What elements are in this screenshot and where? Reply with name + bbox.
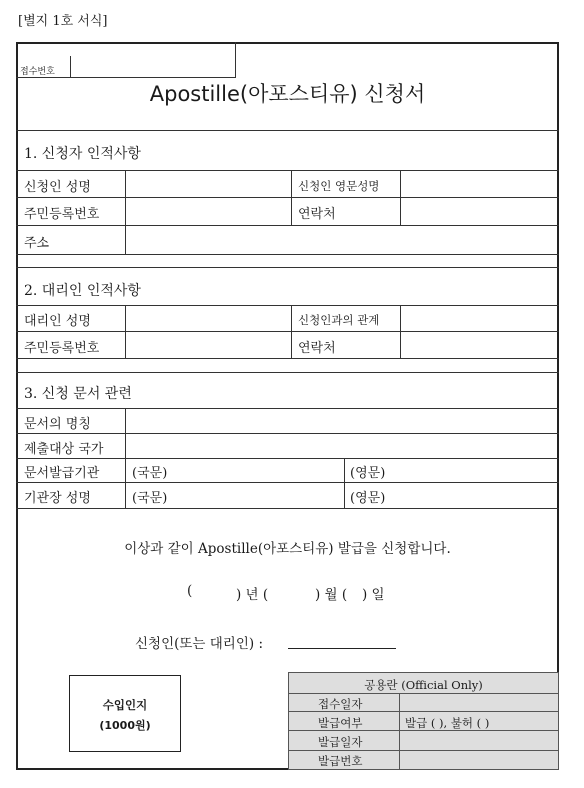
divider	[16, 458, 559, 459]
applicant-contact-field[interactable]	[401, 198, 558, 224]
divider	[16, 254, 559, 255]
head-english-field[interactable]: (영문)	[350, 491, 386, 506]
divider	[291, 305, 292, 358]
section1-heading: 1. 신청자 인적사항	[24, 146, 141, 162]
receipt-divider	[70, 56, 71, 78]
document-name-label: 문서의 명칭	[24, 417, 91, 432]
applicant-english-name-label: 신청인 영문성명	[298, 179, 380, 193]
divider	[16, 482, 559, 483]
applicant-address-field[interactable]	[126, 226, 558, 253]
agent-contact-field[interactable]	[401, 332, 558, 357]
official-receipt-date-label: 접수일자	[318, 697, 363, 711]
form-number-label: [별지 1호 서식]	[18, 14, 108, 29]
revenue-stamp-title: 수입인지	[102, 698, 148, 712]
official-issue-options: 발급 ( ), 불허 ( )	[405, 716, 490, 730]
section2-heading: 2. 대리인 인적사항	[24, 283, 141, 299]
date-year: ) 년 (	[236, 587, 269, 603]
date-month: ) 월 (	[315, 587, 348, 603]
issuer-label: 문서발급기관	[24, 466, 100, 481]
applicant-contact-label: 연락처	[298, 207, 336, 222]
applicant-reg-no-label: 주민등록번호	[24, 207, 100, 222]
applicant-name-field[interactable]	[126, 171, 290, 196]
agent-name-field[interactable]	[126, 306, 290, 330]
head-korean-field[interactable]: (국문)	[132, 491, 168, 506]
section3-heading: 3. 신청 문서 관련	[24, 386, 132, 402]
divider	[16, 130, 559, 131]
receipt-number-label: 접수번호	[20, 67, 55, 77]
divider	[399, 693, 400, 770]
head-name-label: 기관장 성명	[24, 491, 91, 506]
date-open: (	[187, 583, 193, 599]
signature-label: 신청인(또는 대리인) :	[135, 636, 263, 652]
official-issue-number-label: 발급번호	[318, 754, 363, 768]
agent-relation-label: 신청인과의 관계	[298, 313, 380, 327]
divider	[16, 372, 559, 373]
applicant-name-label: 신청인 성명	[24, 180, 91, 195]
official-issue-date-label: 발급일자	[318, 735, 363, 749]
declaration-text: 이상과 같이 Apostille(아포스티유) 발급을 신청합니다.	[124, 541, 451, 557]
agent-reg-no-field[interactable]	[126, 332, 290, 357]
agent-name-label: 대리인 성명	[24, 314, 91, 329]
revenue-stamp-amount: (1000원)	[99, 719, 151, 732]
applicant-english-name-field[interactable]	[401, 171, 558, 196]
agent-contact-label: 연락처	[298, 341, 336, 356]
official-issue-status-label: 발급여부	[318, 716, 363, 730]
document-name-field[interactable]	[126, 409, 558, 432]
divider	[288, 750, 559, 751]
agent-reg-no-label: 주민등록번호	[24, 341, 100, 356]
form-title: Apostille(아포스티유) 신청서	[149, 82, 426, 106]
applicant-address-label: 주소	[24, 236, 50, 251]
date-day: ) 일	[362, 587, 385, 603]
divider	[16, 358, 559, 359]
divider	[344, 458, 345, 508]
divider	[291, 170, 292, 225]
signature-line[interactable]	[288, 648, 396, 649]
revenue-stamp-box	[69, 675, 181, 752]
issuer-english-field[interactable]: (영문)	[350, 466, 386, 481]
issuer-korean-field[interactable]: (국문)	[132, 466, 168, 481]
agent-relation-field[interactable]	[401, 306, 558, 330]
target-country-label: 제출대상 국가	[24, 442, 104, 457]
divider	[16, 267, 559, 268]
divider	[16, 508, 559, 509]
applicant-reg-no-field[interactable]	[126, 198, 290, 224]
official-heading: 공용란 (Official Only)	[364, 678, 483, 692]
divider	[288, 693, 559, 694]
target-country-field[interactable]	[126, 434, 558, 457]
